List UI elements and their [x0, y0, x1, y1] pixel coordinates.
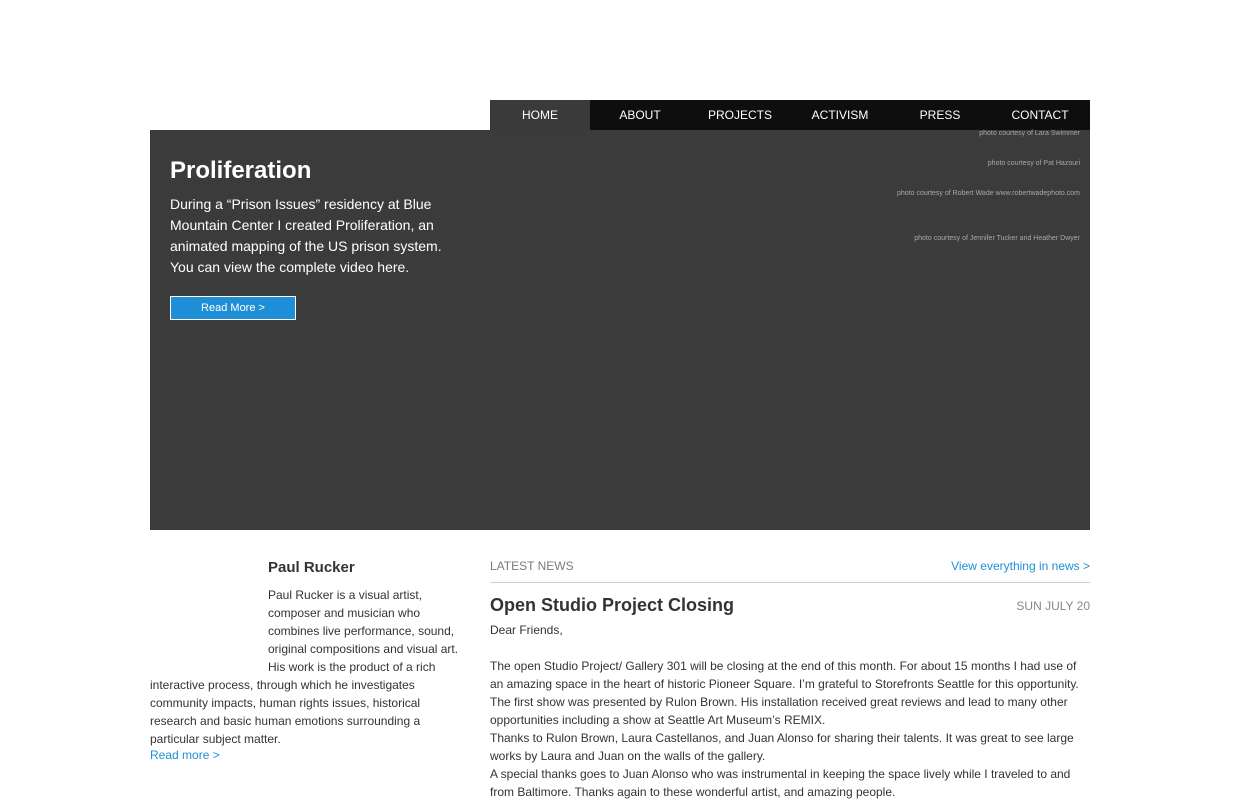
post-paragraph: The open Studio Project/ Gallery 301 will be closing at the end of this month. For about 15 months I had use of an amazing space in the heart of historic Pioneer Square. I’m grateful to Storefronts Seattle for this opportunity. The first show was presented by Rulon Brown. His installation received great reviews and lead to many other opportunities including a show at Seattle Art Museum’s REMIX. [490, 659, 1079, 727]
post-paragraph: Thanks to Rulon Brown, Laura Castellanos, and Juan Alonso for sharing their talents. It was great to see large works by Laura and Juan on the walls of the gallery. [490, 731, 1074, 763]
nav-item-about[interactable]: ABOUT [619, 108, 661, 122]
nav-item-activism[interactable]: ACTIVISM [811, 108, 869, 122]
photo-credit: photo courtesy of Lara Swimmer [979, 130, 1080, 137]
hero-description: During a “Prison Issues” residency at Blue Mountain Center I created Proliferation, an animated mapping of the US prison system. You can view the complete video here. [170, 196, 442, 275]
photo-credit: photo courtesy of Robert Wade www.robertwadephoto.com [896, 190, 1080, 197]
post-body [490, 621, 1090, 800]
main-nav [490, 100, 1090, 130]
bio-name: Paul Rucker [268, 559, 355, 576]
news-label: LATEST NEWS [490, 559, 574, 573]
post-title[interactable]: Open Studio Project Closing [490, 595, 735, 615]
nav-item-home[interactable]: HOME [490, 100, 590, 130]
read-more-button[interactable]: Read More > [170, 296, 296, 320]
hero-title: Proliferation [170, 157, 312, 184]
photo-credit: photo courtesy of Jennifer Tucker and Heather Dwyer [914, 235, 1080, 242]
view-all-news-link[interactable]: View everything in news > [951, 559, 1090, 573]
post-date: SUN JULY 20 [1016, 599, 1090, 613]
nav-item-contact[interactable]: CONTACT [1011, 108, 1069, 122]
hero-slider [150, 130, 1090, 530]
nav-item-press[interactable]: PRESS [919, 108, 961, 122]
news-header [490, 555, 1090, 583]
photo-credit: photo courtesy of Pat Hazouri [987, 160, 1080, 167]
post-greeting: Dear Friends, [490, 623, 563, 637]
bio-text: Paul Rucker is a visual artist, composer and musician who combines live performance, sound, original compositions and visual art. His work is the product of a rich interactive process, through which he investigates community impacts, human rights issues, historical research and basic human emotions surrounding a particular subject matter. [150, 588, 459, 746]
nav-item-projects[interactable]: PROJECTS [707, 108, 772, 122]
bio-read-more-link[interactable]: Read more > [150, 748, 220, 762]
post-paragraph: A special thanks goes to Juan Alonso who was instrumental in keeping the space lively while I traveled to and from Baltimore. Thanks again to these wonderful artist, and amazing people. [490, 767, 1071, 799]
